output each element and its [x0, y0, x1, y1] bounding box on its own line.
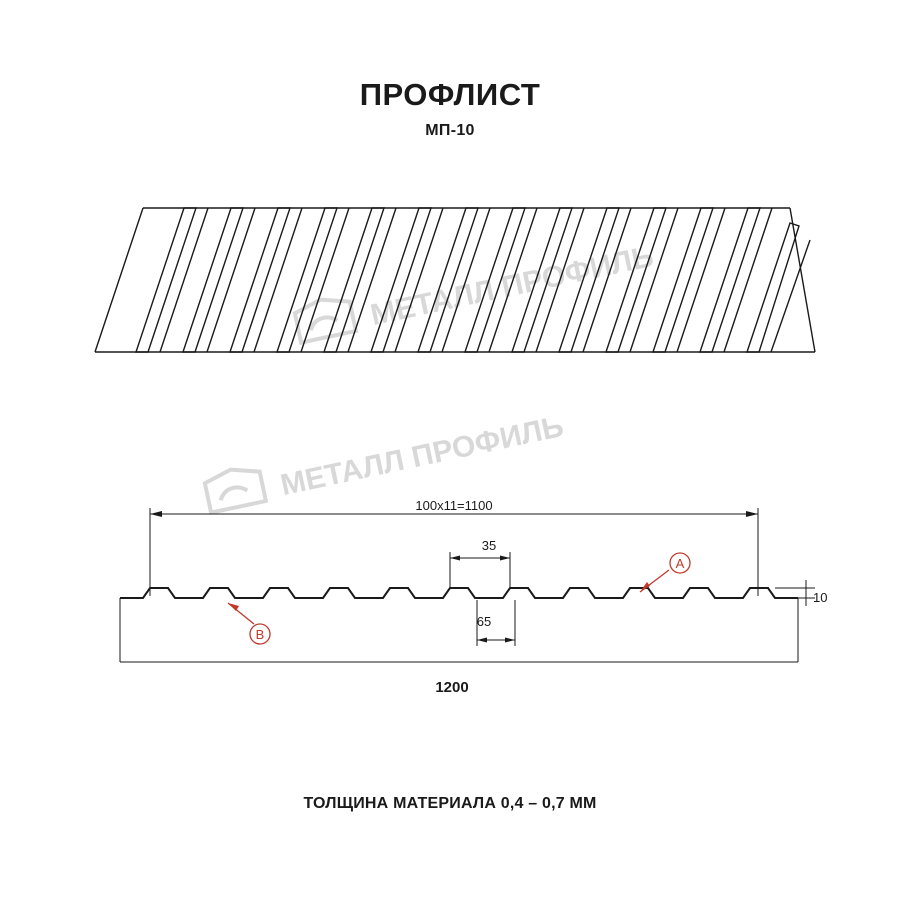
- callout-a-label: A: [675, 556, 685, 571]
- watermark-lower: [203, 400, 566, 517]
- dim-height: [775, 580, 815, 606]
- material-thickness-note: ТОЛЩИНА МАТЕРИАЛА 0,4 – 0,7 ММ: [303, 795, 597, 812]
- section-view: [120, 498, 827, 696]
- page-subtitle: МП-10: [425, 122, 475, 139]
- callout-b: [228, 603, 270, 644]
- watermark-logo-icon: [293, 294, 356, 343]
- page-title: ПРОФЛИСТ: [359, 77, 541, 112]
- isometric-view: [95, 208, 815, 352]
- dim-rib-top: [450, 552, 510, 588]
- profile-outline: [120, 588, 798, 598]
- dim-rib-top-label: 35: [481, 538, 497, 553]
- dim-total-width-label: 1200: [435, 679, 469, 696]
- dim-rib-base-label: 65: [476, 614, 492, 629]
- watermark-upper: [293, 230, 656, 347]
- dim-useful-width-label: 100x11=1100: [415, 498, 493, 513]
- dim-height-label: 10: [813, 590, 828, 605]
- callout-b-label: B: [255, 627, 265, 642]
- dim-useful-width: [150, 508, 758, 596]
- watermark-text-lower: МЕТАЛЛ ПРОФИЛЬ: [277, 409, 567, 503]
- watermark-text-upper: МЕТАЛЛ ПРОФИЛЬ: [367, 239, 657, 333]
- watermark-logo-icon-2: [203, 464, 266, 513]
- plate-extents: [120, 598, 798, 662]
- callout-a: [640, 553, 690, 592]
